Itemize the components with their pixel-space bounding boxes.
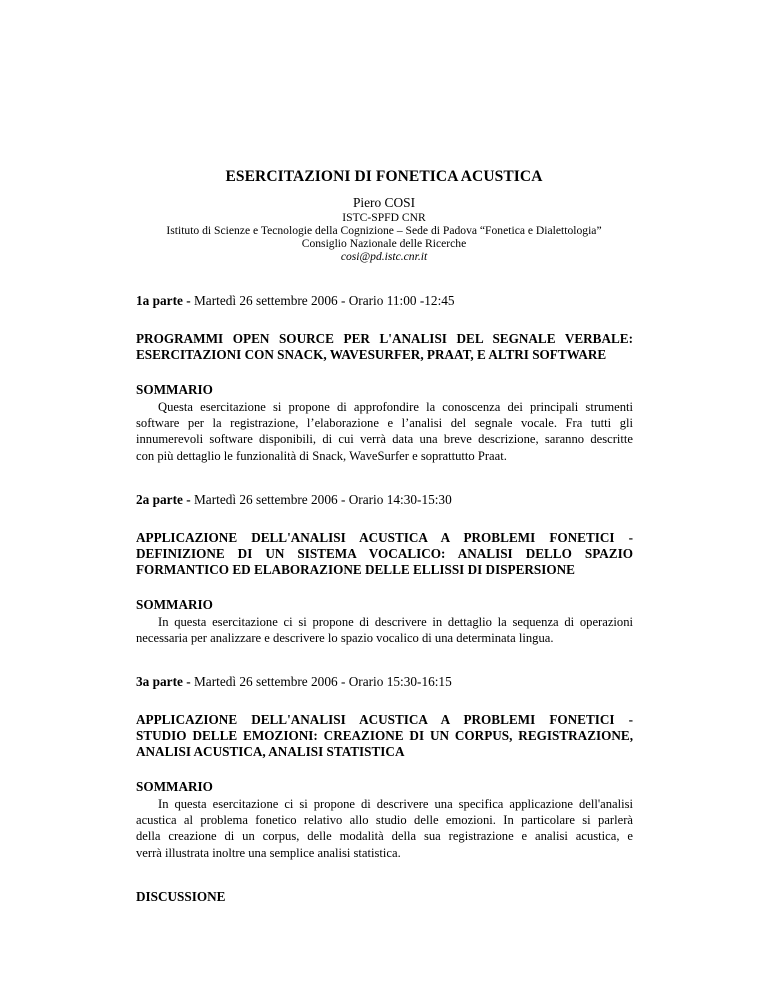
session-2-summary-line: In questa esercitazione ci si propone di descrivere in dettaglio la sequenza di operazioni <box>158 615 633 629</box>
session-1-summary-label: SOMMARIO <box>136 382 213 397</box>
session-2-heading-line: DEFINIZIONE DI UN SISTEMA VOCALICO: ANALISI DELLO SPAZIO <box>136 546 633 561</box>
session-2-summary <box>136 614 633 646</box>
session-3-summary <box>136 796 633 861</box>
session-1-summary-line: software per la registrazione, l’elaborazione e l’analisi del segnale vocale. Fra tutti gli <box>136 416 633 431</box>
session-3-summary-line: della creazione di un corpus, delle modalità della sua registrazione e analisi acustica, e <box>136 829 633 844</box>
session-1-part-label: 1a parte - <box>136 293 191 308</box>
session-1-summary-line: innumerevoli software disponibili, di cui verrà data una breve descrizione, saranno descritte <box>136 432 633 447</box>
session-1-summary <box>136 399 633 464</box>
author-name: Piero COSI <box>352 195 416 210</box>
session-3-heading-line: APPLICAZIONE DELL'ANALISI ACUSTICA A PROBLEMI FONETICI - <box>136 712 633 727</box>
session-3-summary-line: acustica al problema fonetico relativo allo studio delle emozioni. In particolare si parlerà <box>136 813 633 828</box>
session-1-heading <box>136 331 633 363</box>
session-2-schedule <box>136 492 636 508</box>
session-3-summary-line: verrà illustrata inoltre una semplice analisi statistica. <box>136 845 401 860</box>
session-1-schedule <box>136 293 636 309</box>
author-email: cosi@pd.istc.cnr.it <box>340 250 428 263</box>
session-2-heading-line: FORMANTICO ED ELABORAZIONE DELLE ELLISSI DI DISPERSIONE <box>136 562 575 577</box>
session-1-date-time: Martedì 26 settembre 2006 - Orario 11:00 -12:45 <box>190 293 455 308</box>
session-3-summary-label: SOMMARIO <box>136 779 213 794</box>
session-3-heading <box>136 712 633 760</box>
session-2-date-time: Martedì 26 settembre 2006 - Orario 14:30-15:30 <box>190 492 452 507</box>
session-3-schedule <box>136 674 636 690</box>
session-1-heading-line: PROGRAMMI OPEN SOURCE PER L'ANALISI DEL SEGNALE VERBALE: <box>136 331 633 346</box>
session-1-summary-line: Questa esercitazione si propone di approfondire la conoscenza dei principali strumenti <box>158 400 633 414</box>
session-2-heading-line: APPLICAZIONE DELL'ANALISI ACUSTICA A PROBLEMI FONETICI - <box>136 530 633 545</box>
session-3-heading-line: ANALISI ACUSTICA, ANALISI STATISTICA <box>136 744 405 759</box>
session-3-part-label: 3a parte - <box>136 674 191 689</box>
session-2-heading <box>136 530 633 578</box>
session-2-summary-line: necessaria per analizzare e descrivere lo spazio vocalico di una determinata lingua. <box>136 631 554 646</box>
author-org: ISTC-SPFD CNR <box>342 211 426 224</box>
session-3-summary-line: In questa esercitazione ci si propone di descrivere una specifica applicazione dell'analisi <box>158 797 633 811</box>
document-title: ESERCITAZIONI DI FONETICA ACUSTICA <box>225 168 543 185</box>
author-institute: Istituto di Scienze e Tecnologie della Cognizione – Sede di Padova “Fonetica e Dialettologia” <box>166 224 602 237</box>
discussion-heading: DISCUSSIONE <box>136 889 226 904</box>
session-3-heading-line: STUDIO DELLE EMOZIONI: CREAZIONE DI UN CORPUS, REGISTRAZIONE, <box>136 728 633 743</box>
session-2-part-label: 2a parte - <box>136 492 191 507</box>
author-council: Consiglio Nazionale delle Ricerche <box>301 237 467 250</box>
session-2-summary-label: SOMMARIO <box>136 597 213 612</box>
session-3-date-time: Martedì 26 settembre 2006 - Orario 15:30-16:15 <box>190 674 452 689</box>
author-block <box>0 195 768 263</box>
session-1-heading-line: ESERCITAZIONI CON SNACK, WAVESURFER, PRAAT, E ALTRI SOFTWARE <box>136 347 607 362</box>
session-1-summary-line: con più dettaglio le funzionalità di Snack, WaveSurfer e soprattutto Praat. <box>136 448 507 463</box>
